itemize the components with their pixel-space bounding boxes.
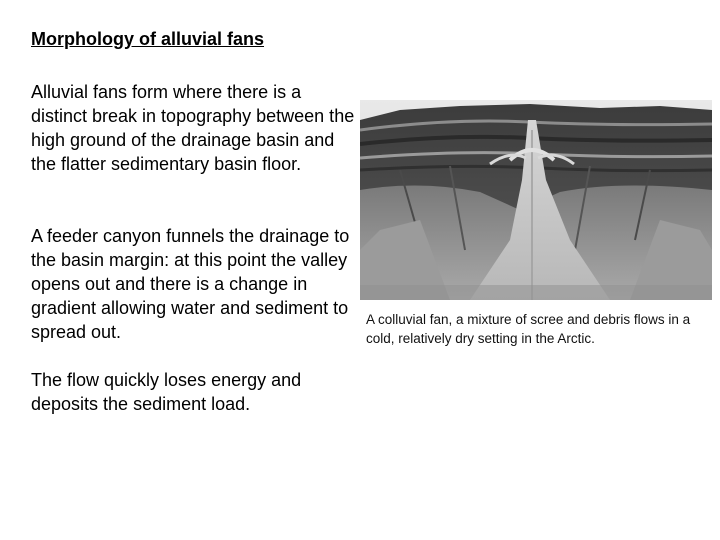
paragraph-feeder-canyon: A feeder canyon funnels the drainage to the basin margin: at this point the valley opens out and there is a change in gradient allowing water and sediment to spread out. xyxy=(31,226,350,342)
slide-title: Morphology of alluvial fans xyxy=(31,29,265,49)
figure-caption: A colluvial fan, a mixture of scree and debris flows in a cold, relatively dry setting in the Arctic. xyxy=(366,312,691,346)
paragraph-fan-formation: Alluvial fans form where there is a distinct break in topography between the high ground of the drainage basin and the flatter sedimentary basin floor. xyxy=(31,82,355,174)
paragraph-energy-loss: The flow quickly loses energy and deposits the sediment load. xyxy=(31,370,302,414)
colluvial-fan-photo xyxy=(360,100,712,300)
